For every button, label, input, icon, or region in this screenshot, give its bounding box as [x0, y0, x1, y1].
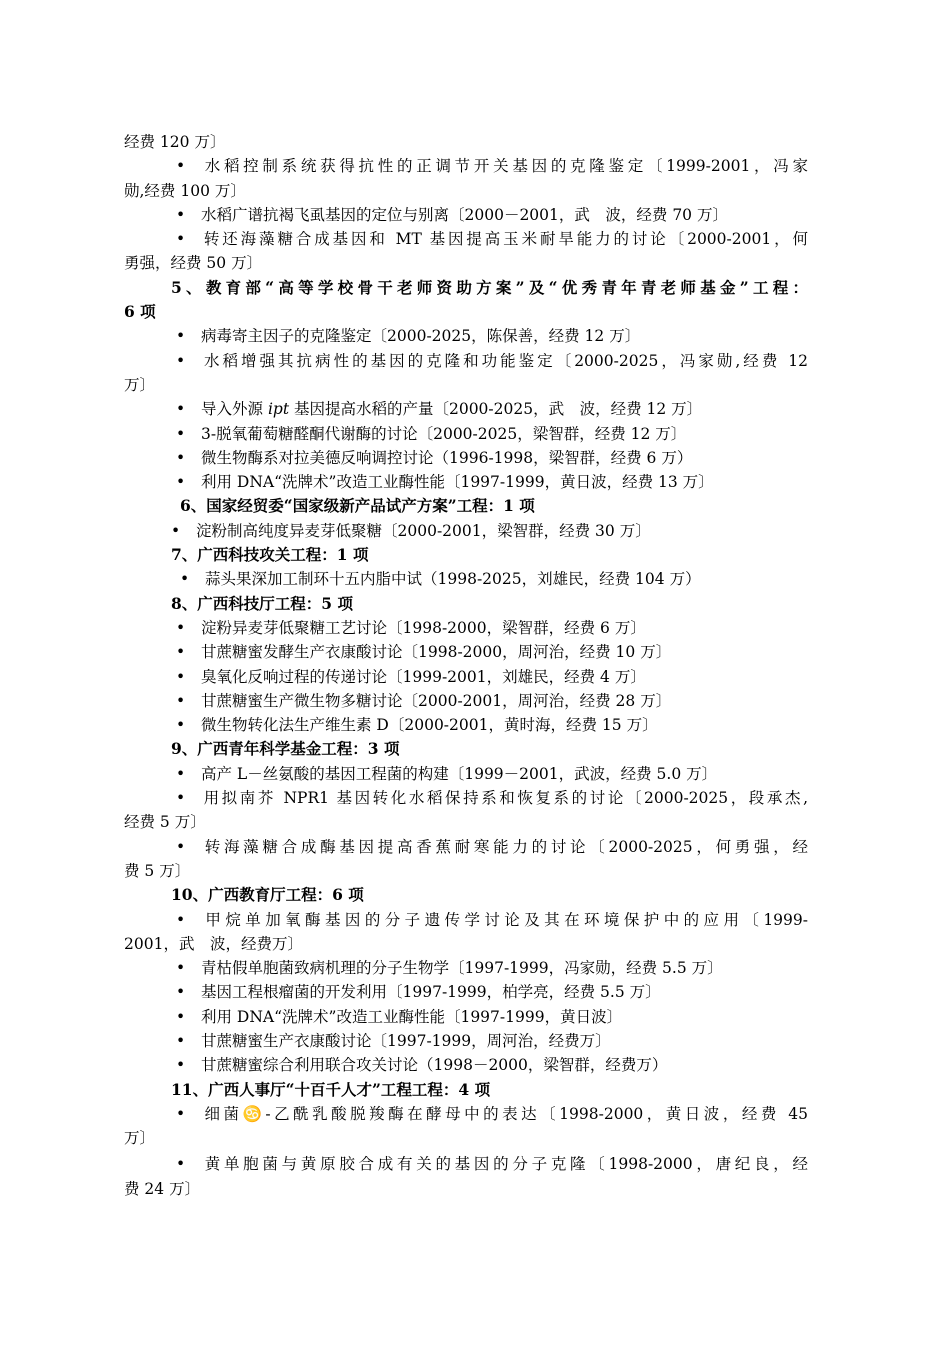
list-item: • 甘蔗糖蜜生产微生物多糖讨论〔2000-2001，周河治，经费 28 万〕: [124, 689, 808, 713]
list-item: • 水稻广谱抗褐飞虱基因的定位与别离〔2000－2001，武 波，经费 70 万〕: [124, 203, 808, 227]
list-item: • 细菌♋-乙酰乳酸脱羧酶在酵母中的表达〔1998-2000，黄日波，经费 45: [124, 1102, 808, 1126]
text-line: 勇强，经费 50 万〕: [124, 254, 263, 273]
text-segment: 基因提高水稻的产量〔2000-2025，武 波，经费 12 万〕: [289, 400, 703, 419]
section-heading: 8、广西科技厅工程：5 项: [171, 593, 353, 613]
section-heading: 6、国家经贸委“国家级新产品试产方案”工程：1 项: [180, 496, 535, 516]
list-item: • 转还海藻糖合成基因和 MT 基因提高玉米耐旱能力的讨论〔2000-2001，何: [124, 227, 808, 251]
list-item: • 甘蔗糖蜜发酵生产衣康酸讨论〔1998-2000，周河治，经费 10 万〕: [124, 640, 808, 664]
list-item: • 蒜头果深加工制环十五内脂中试（1998-2025，刘雄民，经费 104 万）: [124, 567, 808, 591]
section-heading: 11、广西人事厅“十百千人才”工程工程：4 项: [171, 1079, 491, 1099]
text-line: 费 5 万〕: [124, 861, 191, 880]
section-heading: 6 项: [124, 302, 156, 322]
list-item: • 3-脱氧葡萄糖醛酮代谢酶的讨论〔2000-2025，梁智群，经费 12 万〕: [124, 422, 808, 446]
list-item: • 淀粉异麦芽低聚糖工艺讨论〔1998-2000，梁智群，经费 6 万〕: [124, 616, 808, 640]
section-heading: 7、广西科技攻关工程：1 项: [171, 545, 369, 565]
list-item: • 用拟南芥 NPR1 基因转化水稻保持系和恢复系的讨论〔2000-2025，段承杰,: [124, 786, 808, 810]
list-item: [124, 397, 808, 421]
list-item: • 青枯假单胞菌致病机理的分子生物学〔1997-1999，冯家勋，经费 5.5 万〕: [124, 956, 808, 980]
text-line: 费 24 万〕: [124, 1179, 201, 1198]
list-item: • 甘蔗糖蜜综合利用联合攻关讨论（1998－2000，梁智群，经费万）: [124, 1053, 808, 1077]
text-line: 2001，武 波，经费万〕: [124, 934, 303, 953]
text-line: 经费 120 万〕: [124, 133, 226, 151]
section-heading: 9、广西青年科学基金工程：3 项: [171, 739, 400, 759]
list-item: • 淀粉制高纯度异麦芽低聚糖〔2000-2001，梁智群，经费 30 万〕: [124, 519, 808, 543]
list-item: • 甲烷单加氧酶基因的分子遗传学讨论及其在环境保护中的应用〔1999-: [124, 908, 808, 932]
list-item: • 利用 DNA“洗牌术”改造工业酶性能〔1997-1999，黄日波〕: [124, 1005, 808, 1029]
list-item: • 甘蔗糖蜜生产衣康酸讨论〔1997-1999，周河治，经费万〕: [124, 1029, 808, 1053]
document-page: [124, 130, 808, 1201]
section-heading: 10、广西教育厅工程：6 项: [171, 885, 364, 905]
list-item: • 利用 DNA“洗牌术”改造工业酶性能〔1997-1999，黄日波，经费 13 万〕: [124, 470, 808, 494]
list-item: • 水稻增强其抗病性的基因的克隆和功能鉴定〔2000-2025，冯家勋,经费 12: [124, 349, 808, 373]
text-segment: 导入外源: [201, 400, 268, 419]
section-heading: 5、教育部“高等学校骨干老师资助方案”及“优秀青年青老师基金”工程：: [171, 277, 808, 297]
list-item: • 基因工程根瘤菌的开发利用〔1997-1999，柏学亮，经费 5.5 万〕: [124, 980, 808, 1004]
text-line: 万〕: [124, 375, 156, 394]
list-item: • 水稻控制系统获得抗性的正调节开关基因的克隆鉴定〔1999-2001，冯家: [124, 154, 808, 178]
list-item: • 黄单胞菌与黄原胶合成有关的基因的分子克隆〔1998-2000，唐纪良，经: [124, 1152, 808, 1176]
list-item: • 微生物转化法生产维生素 D〔2000-2001，黄时海，经费 15 万〕: [124, 713, 808, 737]
text-line: 万〕: [124, 1129, 156, 1148]
text-line: 经费 5 万〕: [124, 813, 206, 832]
list-item: • 臭氧化反响过程的传递讨论〔1999-2001，刘雄民，经费 4 万〕: [124, 665, 808, 689]
list-item: • 病毒寄主因子的克隆鉴定〔2000-2025，陈保善，经费 12 万〕: [124, 324, 808, 348]
list-item: • 高产 L－丝氨酸的基因工程菌的构建〔1999－2001，武波，经费 5.0 万〕: [124, 762, 808, 786]
gene-name: ipt: [267, 400, 290, 419]
list-item: • 转海藻糖合成酶基因提高香蕉耐寒能力的讨论〔2000-2025，何勇强，经: [124, 835, 808, 859]
list-item: • 微生物酶系对拉美德反响调控讨论（1996-1998，梁智群，经费 6 万）: [124, 446, 808, 470]
text-line: 勋,经费 100 万〕: [124, 181, 246, 200]
